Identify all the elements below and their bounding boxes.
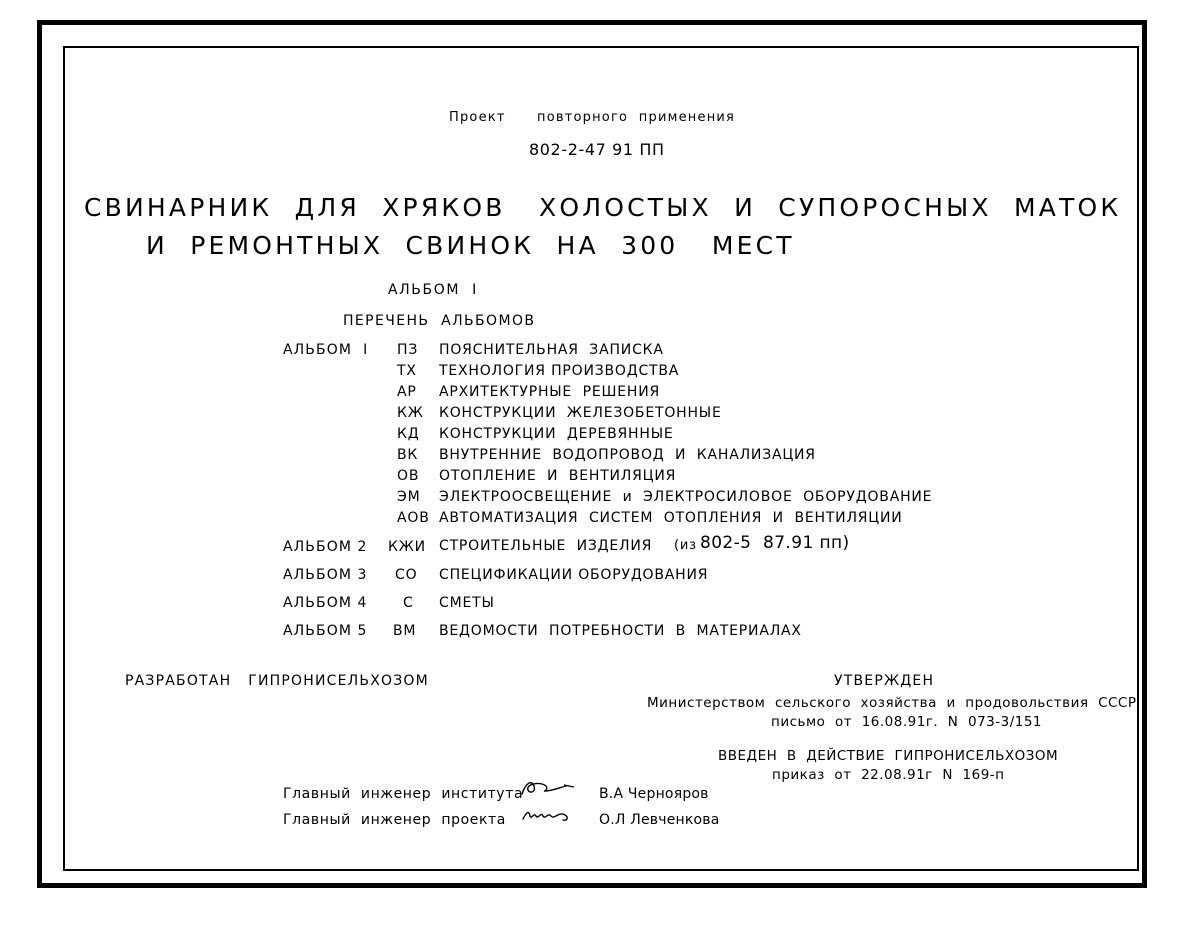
album-row-code: КД xyxy=(397,426,420,442)
approval-line-2: письмо от 16.08.91г. N 073-3/151 xyxy=(771,714,1043,730)
album-row-code: СО xyxy=(395,567,418,583)
album-row-note-handwritten: 802-5 87.91 пп) xyxy=(700,533,850,553)
signature-name-chief-engineer-institute: В.А Чернояров xyxy=(599,786,709,802)
album-row-code: ЭМ xyxy=(397,489,421,505)
album-row-code: ВМ xyxy=(393,623,417,639)
album-row-label: АЛЬБОМ 4 xyxy=(283,595,368,611)
album-row-code: С xyxy=(403,595,414,611)
album-row-code: ПЗ xyxy=(397,342,419,358)
album-row-name: АРХИТЕКТУРНЫЕ РЕШЕНИЯ xyxy=(439,384,661,400)
approval-title: УТВЕРЖДЕН xyxy=(834,673,935,689)
album-row-name: КОНСТРУКЦИИ ДЕРЕВЯННЫЕ xyxy=(439,426,674,442)
approval-line-1: Министерством сельского хозяйства и продовольствия СССР xyxy=(647,695,1137,711)
album-row-note-prefix: (из xyxy=(674,538,697,553)
approval-line-4: приказ от 22.08.91г N 169-п xyxy=(772,767,1005,783)
album-row-name: КОНСТРУКЦИИ ЖЕЛЕЗОБЕТОННЫЕ xyxy=(439,405,722,421)
album-row-name: АВТОМАТИЗАЦИЯ СИСТЕМ ОТОПЛЕНИЯ И ВЕНТИЛЯЦИИ xyxy=(439,510,903,526)
album-list-heading: ПЕРЕЧЕНЬ АЛЬБОМОВ xyxy=(343,313,536,329)
approval-line-3: ВВЕДЕН В ДЕЙСТВИЕ ГИПРОНИСЕЛЬХОЗОМ xyxy=(718,748,1059,764)
album-row-name: СТРОИТЕЛЬНЫЕ ИЗДЕЛИЯ xyxy=(439,538,653,554)
album-row-code: ВК xyxy=(397,447,419,463)
album-row-name: ПОЯСНИТЕЛЬНАЯ ЗАПИСКА xyxy=(439,342,664,358)
album-row-name: СМЕТЫ xyxy=(439,595,495,611)
project-kind: повторного применения xyxy=(537,110,736,125)
title-sheet-content xyxy=(63,46,1139,871)
album-row-label: АЛЬБОМ 5 xyxy=(283,623,368,639)
album-row-code: КЖИ xyxy=(388,539,426,555)
album-row-code: ТХ xyxy=(397,363,417,379)
album-row-name: ЭЛЕКТРООСВЕЩЕНИЕ и ЭЛЕКТРОСИЛОВОЕ ОБОРУДОВАНИЕ xyxy=(439,489,933,505)
page-title-line-1: СВИНАРНИК ДЛЯ ХРЯКОВ ХОЛОСТЫХ И СУПОРОСНЫХ МАТОК xyxy=(84,193,1122,222)
album-row-name: ТЕХНОЛОГИЯ ПРОИЗВОДСТВА xyxy=(439,363,680,379)
album-row-code: ОВ xyxy=(397,468,420,484)
album-row-code: АОВ xyxy=(397,510,430,526)
album-row-name: ОТОПЛЕНИЕ И ВЕНТИЛЯЦИЯ xyxy=(439,468,677,484)
developed-by: РАЗРАБОТАН ГИПРОНИСЕЛЬХОЗОМ xyxy=(125,673,429,689)
album-row-code: КЖ xyxy=(397,405,424,421)
signature-name-chief-engineer-project: О.Л Левченкова xyxy=(599,812,720,828)
album-row-name: ВНУТРЕННИЕ ВОДОПРОВОД И КАНАЛИЗАЦИЯ xyxy=(439,447,816,463)
album-number: АЛЬБОМ I xyxy=(388,282,478,298)
signature-role-chief-engineer-institute: Главный инженер института xyxy=(283,786,524,802)
album-row-label: АЛЬБОМ 3 xyxy=(283,567,368,583)
signature-mark-icon xyxy=(521,803,591,827)
album-row-label: АЛЬБОМ 2 xyxy=(283,539,368,555)
project-code: 802-2-47 91 ПП xyxy=(529,140,665,159)
album-row-name: СПЕЦИФИКАЦИИ ОБОРУДОВАНИЯ xyxy=(439,567,709,583)
album-row-code: АР xyxy=(397,384,417,400)
signature-mark-icon xyxy=(518,776,598,800)
page-title-line-2: И РЕМОНТНЫХ СВИНОК НА 300 МЕСТ xyxy=(146,231,795,260)
album-row-name: ВЕДОМОСТИ ПОТРЕБНОСТИ В МАТЕРИАЛАХ xyxy=(439,623,802,639)
project-prefix: Проект xyxy=(449,110,506,125)
album-row-label: АЛЬБОМ I xyxy=(283,342,369,358)
signature-role-chief-engineer-project: Главный инженер проекта xyxy=(283,812,506,828)
